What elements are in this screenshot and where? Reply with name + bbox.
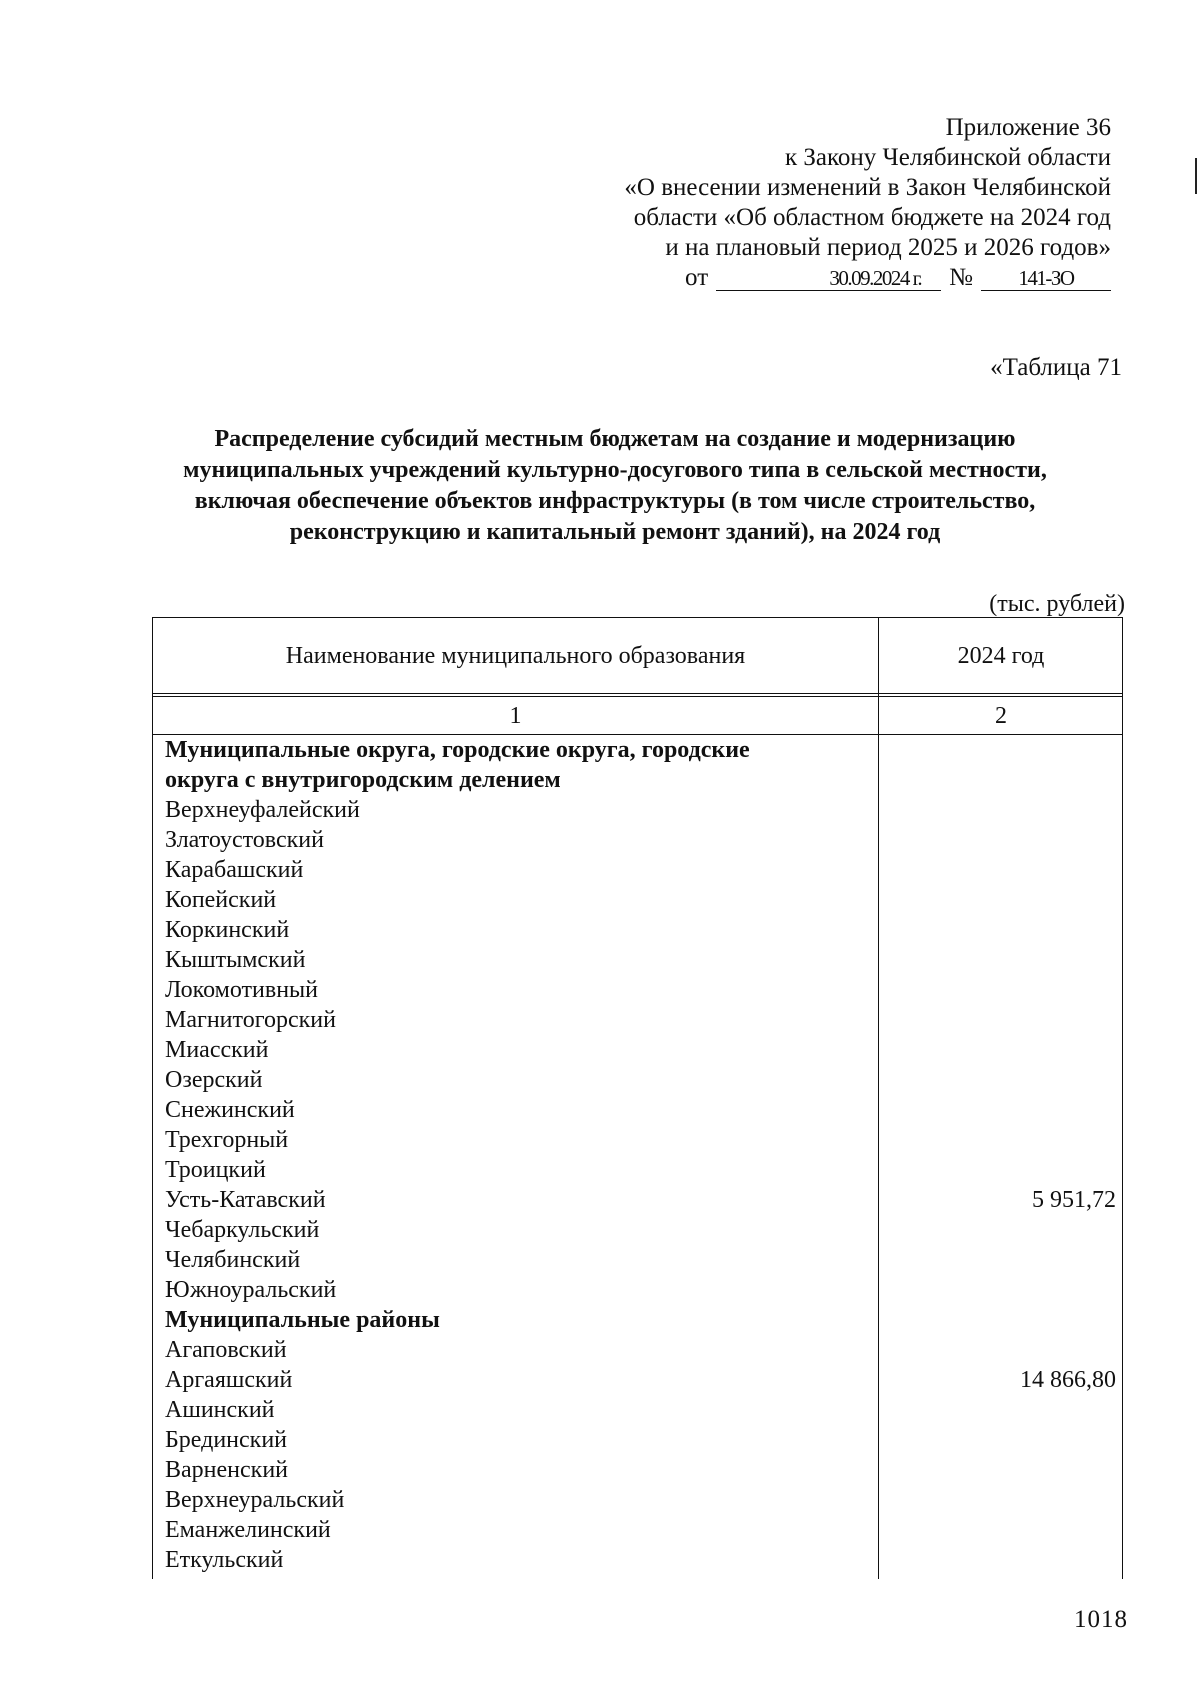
column-header-name: Наименование муниципального образования — [285, 642, 746, 669]
table-row — [165, 1155, 1120, 1185]
municipality-name: Кыштымский — [165, 947, 306, 973]
municipality-name: Еткульский — [165, 1547, 284, 1573]
municipality-name: Варненский — [165, 1457, 288, 1483]
header-double-line — [153, 696, 1122, 697]
municipality-name: Усть-Катавский — [165, 1187, 326, 1213]
municipality-name: округа с внутригородским делением — [165, 767, 561, 793]
municipality-name: Локомотивный — [165, 977, 319, 1003]
table-row — [165, 1275, 1120, 1305]
appendix-line-1: Приложение 36 — [945, 114, 1111, 141]
municipality-name: Коркинский — [165, 917, 290, 943]
subsidy-value — [878, 915, 1120, 945]
table-row — [165, 825, 1120, 855]
appendix-line-5: и на плановый период 2025 и 2026 годов» — [665, 234, 1111, 261]
municipality-name: Трехгорный — [165, 1127, 289, 1153]
municipality-name: Златоустовский — [165, 827, 324, 853]
number-label: № — [949, 264, 973, 291]
document-title: Распределение субсидий местным бюджетам на создание и модернизацию муниципальных учреждений культурно-досугового типа в сельской местности, включая обеспечение объектов инфраструктуры (в том числе строительство, реконструкцию и капитальный ремонт зданий), на 2024 год — [183, 426, 1047, 545]
table-row — [165, 1035, 1120, 1065]
subsidy-value — [878, 1035, 1120, 1065]
appendix-line-3: «О внесении изменений в Закон Челябинской — [624, 174, 1111, 201]
subsidy-value — [878, 885, 1120, 915]
scan-artifact — [1195, 158, 1197, 194]
municipality-name: Магнитогорский — [165, 1007, 336, 1033]
law-date: 30.09.2024 г. — [716, 266, 941, 291]
table-row — [165, 1485, 1120, 1515]
date-number-line — [551, 263, 1111, 293]
table-row — [165, 1215, 1120, 1245]
section-header-row — [165, 765, 1120, 795]
appendix-line-4: области «Об областном бюджете на 2024 год — [633, 204, 1111, 231]
table-row — [165, 885, 1120, 915]
subsidy-value — [878, 1545, 1120, 1575]
subsidy-value — [878, 975, 1120, 1005]
table-row — [165, 975, 1120, 1005]
subsidy-value: 14 866,80 — [1020, 1367, 1116, 1393]
table-row — [165, 1005, 1120, 1035]
subsidy-value — [878, 1065, 1120, 1095]
subsidy-value — [878, 855, 1120, 885]
subsidy-value — [878, 825, 1120, 855]
municipality-name: Миасский — [165, 1037, 269, 1063]
column-header-year: 2024 год — [957, 642, 1045, 669]
municipality-name: Карабашский — [165, 857, 304, 883]
municipality-name: Копейский — [165, 887, 277, 913]
municipality-name: Троицкий — [165, 1157, 266, 1183]
from-label: от — [685, 264, 709, 291]
table-row — [165, 1365, 1120, 1395]
subsidy-value — [878, 1305, 1120, 1335]
appendix-line-2: к Закону Челябинской области — [785, 144, 1111, 171]
column-number-1: 1 — [509, 702, 522, 729]
municipality-name: Агаповский — [165, 1337, 287, 1363]
table-row — [165, 795, 1120, 825]
table-body — [165, 735, 1120, 1575]
subsidy-value — [878, 1485, 1120, 1515]
header-row — [153, 618, 1122, 694]
municipality-name: Муниципальные округа, городские округа, городские — [165, 737, 750, 763]
subsidy-value — [878, 1425, 1120, 1455]
subsidy-value — [878, 735, 1120, 765]
appendix-header — [551, 113, 1111, 293]
subsidy-value — [878, 1005, 1120, 1035]
subsidy-value — [878, 1395, 1120, 1425]
table-row — [165, 1545, 1120, 1575]
municipality-name: Верхнеуфалейский — [165, 797, 360, 823]
table-row — [165, 1065, 1120, 1095]
municipality-name: Ашинский — [165, 1397, 275, 1423]
municipality-name: Снежинский — [165, 1097, 295, 1123]
subsidy-value — [878, 1335, 1120, 1365]
section-header-row — [165, 1305, 1120, 1335]
table-row — [165, 1455, 1120, 1485]
municipality-name: Еманжелинский — [165, 1517, 331, 1543]
column-number-2: 2 — [995, 702, 1007, 729]
subsidy-value — [878, 795, 1120, 825]
subsidy-value — [878, 1215, 1120, 1245]
subsidy-value — [878, 1095, 1120, 1125]
table-number: «Таблица 71 — [990, 354, 1122, 381]
subsidy-value — [878, 765, 1120, 795]
table-row — [165, 1425, 1120, 1455]
table-row — [165, 1185, 1120, 1215]
municipality-name: Муниципальные районы — [165, 1307, 440, 1333]
table-row — [165, 1335, 1120, 1365]
table-row — [165, 855, 1120, 885]
table-row — [165, 1095, 1120, 1125]
table-row — [165, 1515, 1120, 1545]
municipality-name: Челябинский — [165, 1247, 301, 1273]
municipality-name: Брединский — [165, 1427, 288, 1453]
municipality-name: Чебаркульский — [165, 1217, 320, 1243]
table-row — [165, 1245, 1120, 1275]
table-row — [165, 1395, 1120, 1425]
units-label: (тыс. рублей) — [989, 591, 1125, 617]
subsidy-table — [152, 617, 1123, 1579]
subsidy-value — [878, 1155, 1120, 1185]
table-row — [165, 915, 1120, 945]
municipality-name: Озерский — [165, 1067, 263, 1093]
subsidy-value — [878, 1455, 1120, 1485]
subsidy-value — [878, 945, 1120, 975]
subsidy-value — [878, 1275, 1120, 1305]
section-header-row — [165, 735, 1120, 765]
law-number: 141-ЗО — [981, 266, 1111, 291]
municipality-name: Южноуральский — [165, 1277, 337, 1303]
subsidy-value — [878, 1245, 1120, 1275]
municipality-name: Аргаяшский — [165, 1367, 293, 1393]
table-row — [165, 1125, 1120, 1155]
page-number: 1018 — [1074, 1606, 1128, 1633]
subsidy-value — [878, 1125, 1120, 1155]
municipality-name: Верхнеуральский — [165, 1487, 345, 1513]
subsidy-value: 5 951,72 — [1032, 1187, 1116, 1213]
subsidy-value — [878, 1515, 1120, 1545]
table-row — [165, 945, 1120, 975]
